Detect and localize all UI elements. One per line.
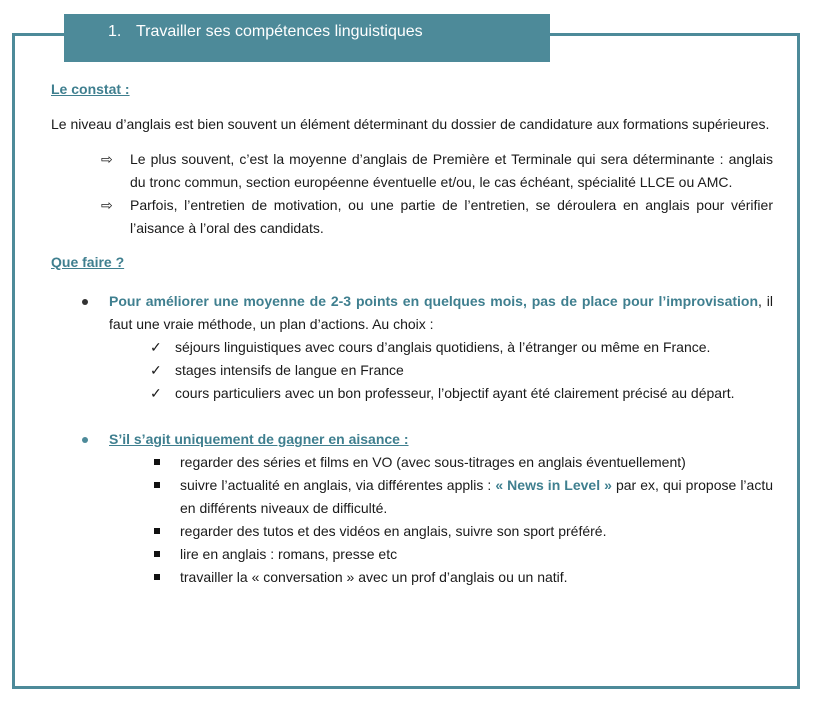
list-item: suivre l’actualité en anglais, via différentes applis : « News in Level » par ex, qui propose l’actu en différents niveaux de difficulté. [109, 474, 773, 520]
checkmark-icon: ✓ [150, 362, 162, 378]
highlight-text: S’il s’agit uniquement de gagner en aisance : [109, 431, 409, 447]
list-item: ✓ séjours linguistiques avec cours d’anglais quotidiens, à l’étranger ou même en France. [109, 336, 773, 359]
list-item: lire en anglais : romans, presse etc [109, 543, 773, 566]
list-item: ✓ cours particuliers avec un bon professeur, l’objectif ayant été clairement précisé au départ. [109, 382, 773, 405]
document-content [51, 78, 773, 589]
highlight-text: Pour améliorer une moyenne de 2-3 points en quelques mois, pas de place pour l’improvisation [109, 293, 759, 309]
constat-points [51, 148, 773, 240]
arrow-right-icon: ⇨ [101, 197, 113, 213]
list-item: ⇨ Le plus souvent, c’est la moyenne d’anglais de Première et Terminale qui sera déterminante : anglais du tronc commun, section européenne éventuelle et/ou, le cas échéant, spécialité LLCE ou AMC. [51, 148, 773, 194]
square-bullet-icon [154, 459, 160, 465]
constat-intro: Le niveau d’anglais est bien souvent un élément déterminant du dossier de candidature aux formations supérieures. [51, 116, 770, 132]
list-item: regarder des tutos et des vidéos en anglais, suivre son sport préféré. [109, 520, 773, 543]
list-item: ✓ stages intensifs de langue en France [109, 359, 773, 382]
section-title: Travailler ses compétences linguistiques [136, 23, 423, 40]
list-item: regarder des séries et films en VO (avec sous-titrages en anglais éventuellement) [109, 451, 773, 474]
app-name: « News in Level » [495, 477, 612, 493]
que-faire-list [51, 290, 773, 589]
que-faire-heading: Que faire ? [51, 254, 125, 270]
section-title-bar [64, 14, 550, 62]
section-number: 1. [108, 23, 122, 40]
list-item [51, 428, 773, 589]
list-item: travailler la « conversation » avec un prof d’anglais ou un natif. [109, 566, 773, 589]
square-bullet-icon [154, 528, 160, 534]
arrow-right-icon: ⇨ [101, 151, 113, 167]
options-list [51, 451, 773, 589]
square-bullet-icon [154, 551, 160, 557]
square-bullet-icon [154, 482, 160, 488]
bullet-icon [82, 299, 88, 305]
checkmark-icon: ✓ [150, 339, 162, 355]
checkmark-icon: ✓ [150, 385, 162, 401]
options-list [51, 336, 773, 405]
bullet-icon [82, 437, 88, 443]
constat-heading: Le constat : [51, 81, 130, 97]
list-item: ⇨ Parfois, l’entretien de motivation, ou une partie de l’entretien, se déroulera en anglais pour vérifier l’aisance à l’oral des candidats. [51, 194, 773, 240]
square-bullet-icon [154, 574, 160, 580]
list-item: Pour améliorer une moyenne de 2-3 points en quelques mois, pas de place pour l’improvisation, il faut une vraie méthode, un plan d’actions. Au choix : ✓ séjours linguistiques avec cours d’anglais quotidiens, à l’étranger ou même en France. ✓ stages intensifs de langue en France ✓ cours particuliers avec un bon professeur, l’objectif ayant été clairement précisé au départ. [51, 290, 773, 405]
